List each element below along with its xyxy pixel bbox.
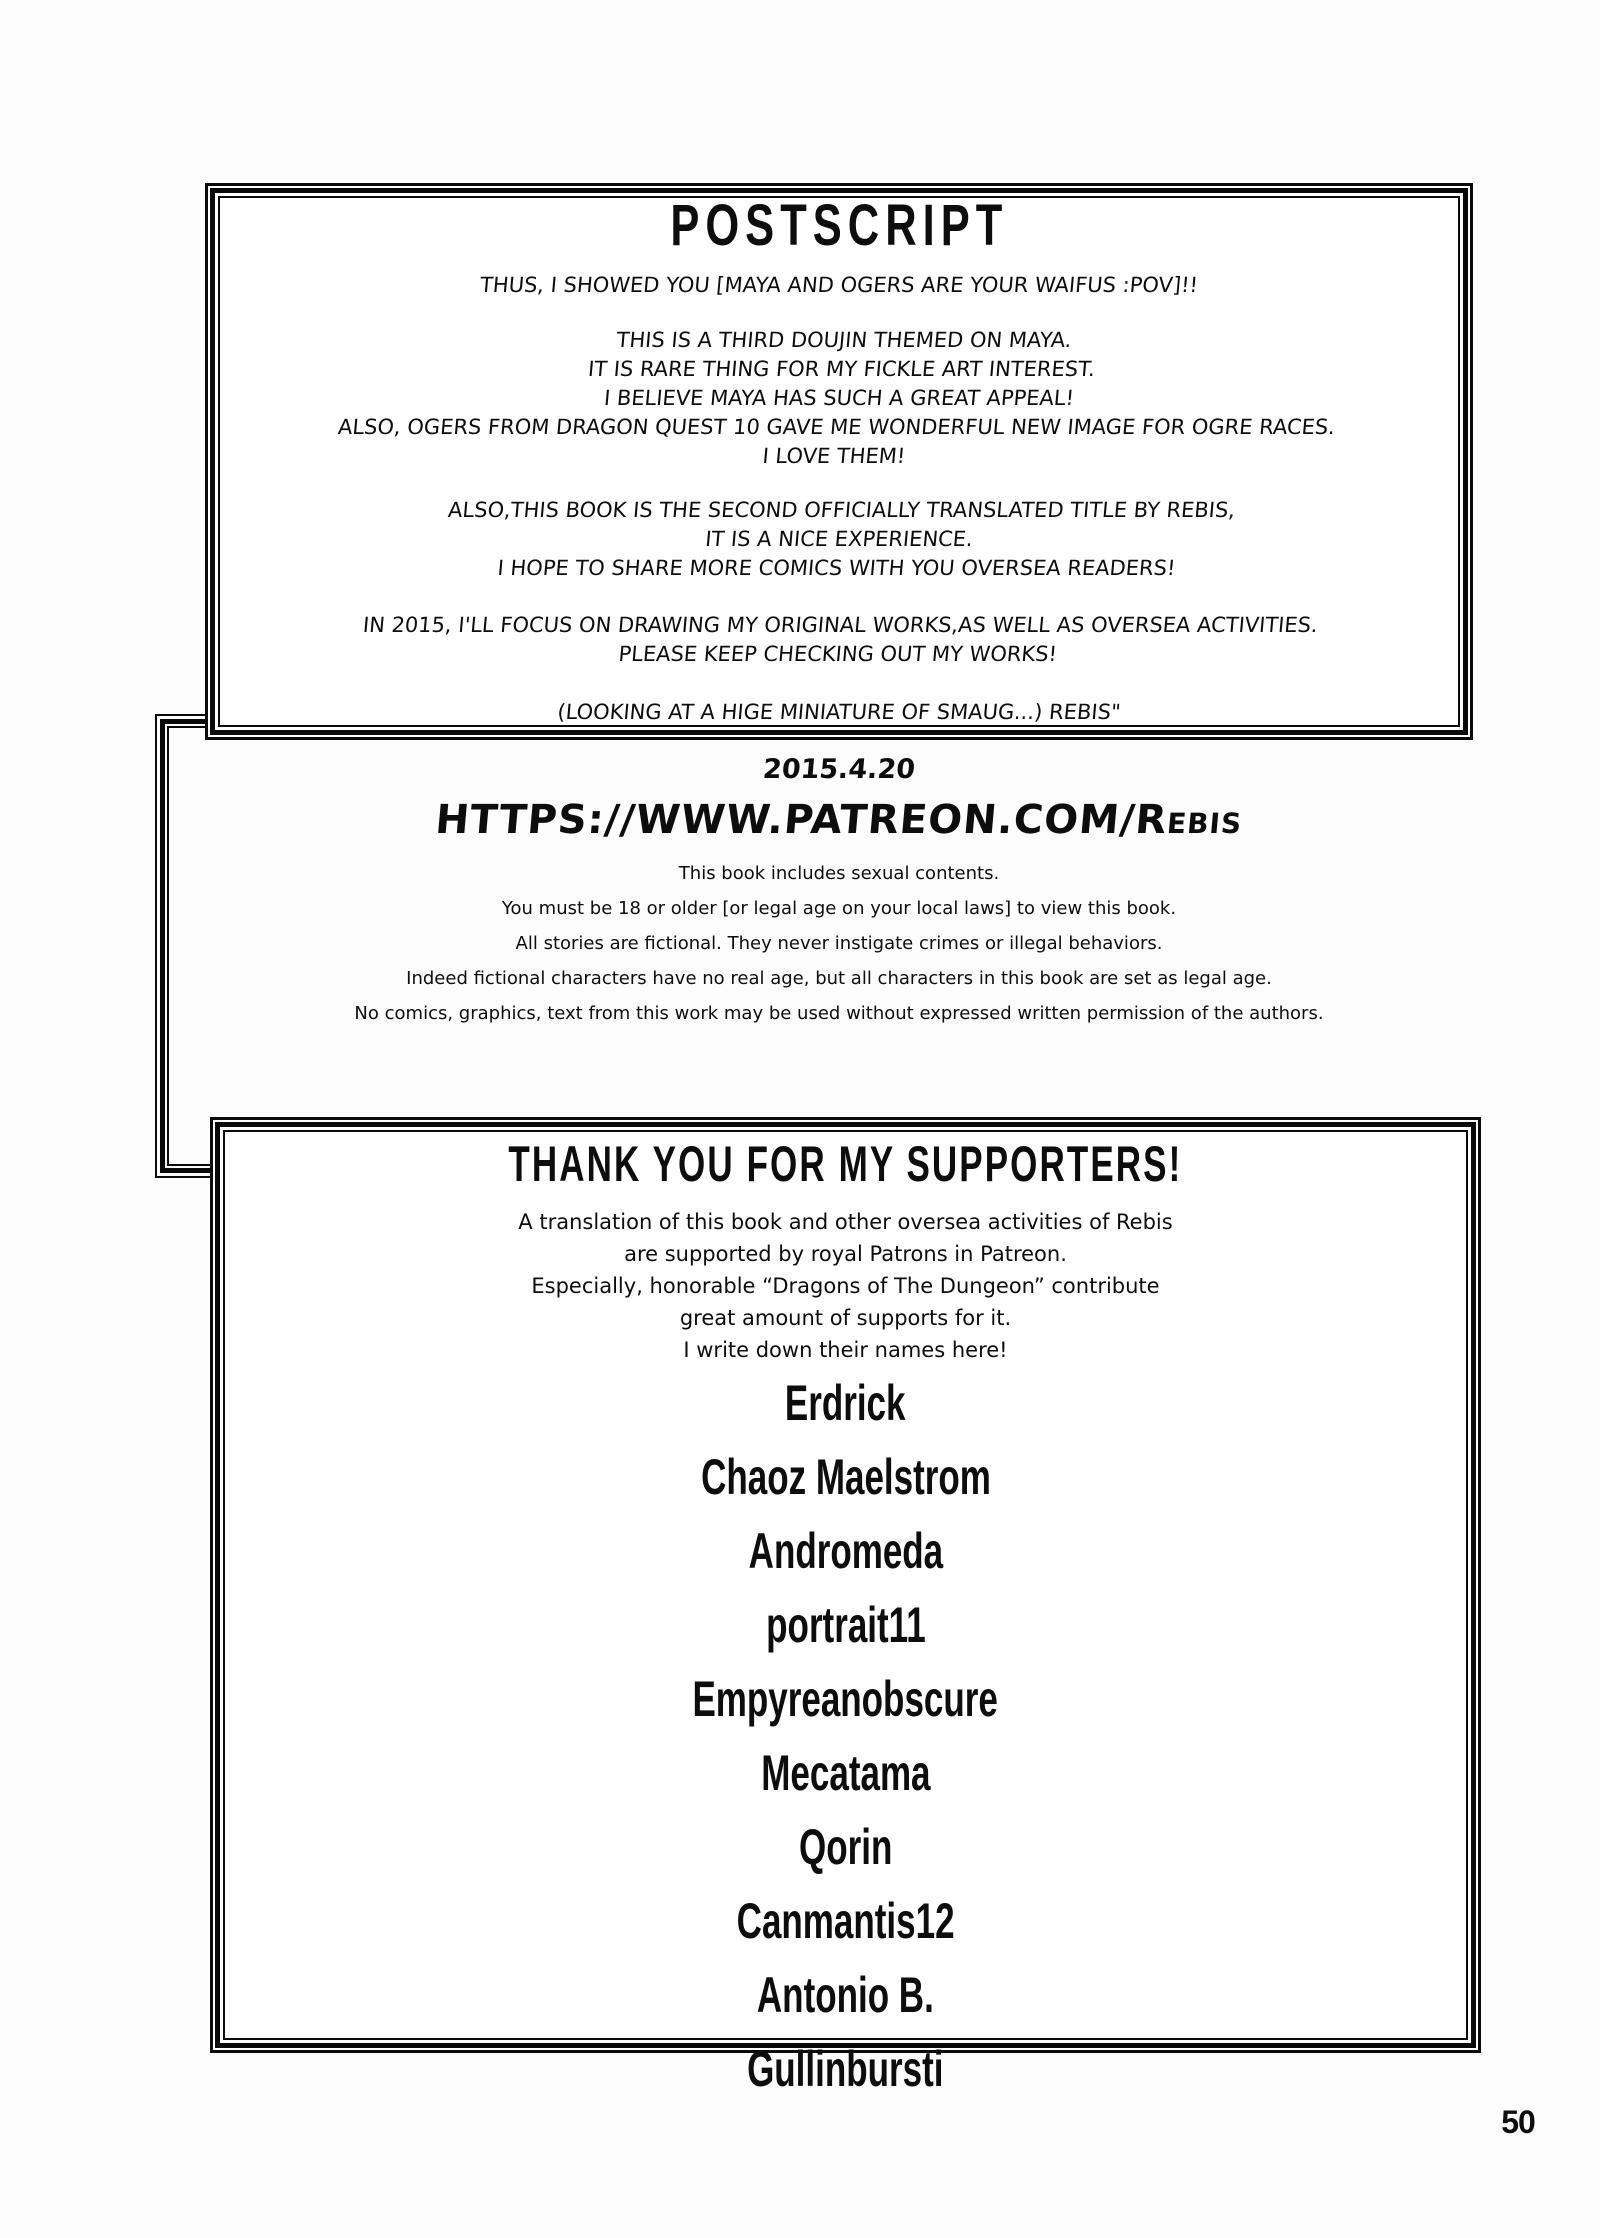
text-line: ALSO,THIS BOOK IS THE SECOND OFFICIALLY TRANSLATED TITLE BY REBIS, <box>447 498 1237 522</box>
text-line: I HOPE TO SHARE MORE COMICS WITH YOU OVERSEA READERS! <box>496 556 1177 580</box>
supporter-name: portrait11 <box>765 1597 926 1653</box>
postscript-box-inner-border <box>218 193 1460 727</box>
text-line: IT IS A NICE EXPERIENCE. <box>704 527 974 551</box>
disclaimer-line: Indeed fictional characters have no real age, but all characters in this book are set as legal age. <box>406 968 1272 989</box>
age-disclaimer-block <box>39 856 1600 1031</box>
supporter-name: Qorin <box>798 1819 893 1875</box>
postscript-paragraph-3 <box>217 611 1460 669</box>
page-number: 50 <box>1501 2104 1535 2140</box>
text-line: Especially, honorable “Dragons of The Dungeon” contribute <box>531 1274 1160 1298</box>
supporters-message <box>225 1206 1466 1366</box>
postscript-box <box>205 183 1473 740</box>
supporter-name: Antonio B. <box>757 1967 934 2023</box>
postscript-title: POSTSCRIPT <box>670 193 1008 258</box>
postscript-box-content <box>220 193 1458 725</box>
postscript-signoff: (LOOKING AT A HIGE MINIATURE OF SMAUG...) REBIS" <box>556 700 1122 724</box>
supporter-name: Andromeda <box>748 1523 943 1579</box>
text-line: THIS IS A THIRD DOUJIN THEMED ON MAYA. <box>615 328 1073 352</box>
supporter-name: Chaoz Maelstrom <box>700 1449 991 1505</box>
supporter-name: Gullinbursti <box>747 2041 944 2097</box>
supporters-title: THANK YOU FOR MY SUPPORTERS! <box>508 1136 1183 1192</box>
disclaimer-line: No comics, graphics, text from this work may be used without expressed written permission of the authors. <box>354 1003 1324 1024</box>
box-connector-bracket <box>153 712 215 1180</box>
patreon-url-text: HTTPS://WWW.PATREON.COM/Rebis <box>433 797 1245 843</box>
supporter-name: Erdrick <box>785 1375 906 1431</box>
release-date: 2015.4.20 <box>761 754 917 785</box>
disclaimer-line: This book includes sexual contents. <box>678 863 1000 884</box>
text-line: ALSO, OGERS FROM DRAGON QUEST 10 GAVE ME WONDERFUL NEW IMAGE FOR OGRE RACES. <box>337 415 1336 439</box>
text-line: I LOVE THEM! <box>761 444 907 468</box>
text-line: A translation of this book and other oversea activities of Rebis <box>518 1210 1173 1234</box>
postscript-box-border <box>210 188 1468 735</box>
postscript-paragraph-1 <box>214 326 1465 471</box>
disclaimer-line: You must be 18 or older [or legal age on your local laws] to view this book. <box>501 898 1177 919</box>
supporter-name: Mecatama <box>760 1745 931 1801</box>
text-line: are supported by royal Patrons in Patreon. <box>624 1242 1067 1266</box>
supporter-names-list <box>225 1372 1466 2112</box>
text-line: PLEASE KEEP CHECKING OUT MY WORKS! <box>617 642 1058 666</box>
supporters-box <box>210 1117 1481 2097</box>
text-line: great amount of supports for it. <box>679 1306 1012 1330</box>
supporters-box-border <box>215 1122 1476 2097</box>
supporter-name: Empyreanobscure <box>692 1671 999 1727</box>
postscript-intro-line: THUS, I SHOWED YOU [MAYA AND OGERS ARE YOUR WAIFUS :POV]!! <box>479 273 1199 297</box>
disclaimer-line: All stories are fictional. They never instigate crimes or illegal behaviors. <box>515 933 1163 954</box>
supporter-name: Canmantis12 <box>736 1893 955 1949</box>
text-line: I BELIEVE MAYA HAS SUCH A GREAT APPEAL! <box>603 386 1076 410</box>
supporters-box-inner-border <box>223 1130 1468 2097</box>
supporters-box-content <box>225 1132 1466 2097</box>
text-line: IN 2015, I'LL FOCUS ON DRAWING MY ORIGINAL WORKS,AS WELL AS OVERSEA ACTIVITIES. <box>361 613 1319 637</box>
postscript-paragraph-2 <box>216 496 1462 583</box>
text-line: IT IS RARE THING FOR MY FICKLE ART INTEREST. <box>587 357 1097 381</box>
text-line: I write down their names here! <box>683 1338 1008 1362</box>
